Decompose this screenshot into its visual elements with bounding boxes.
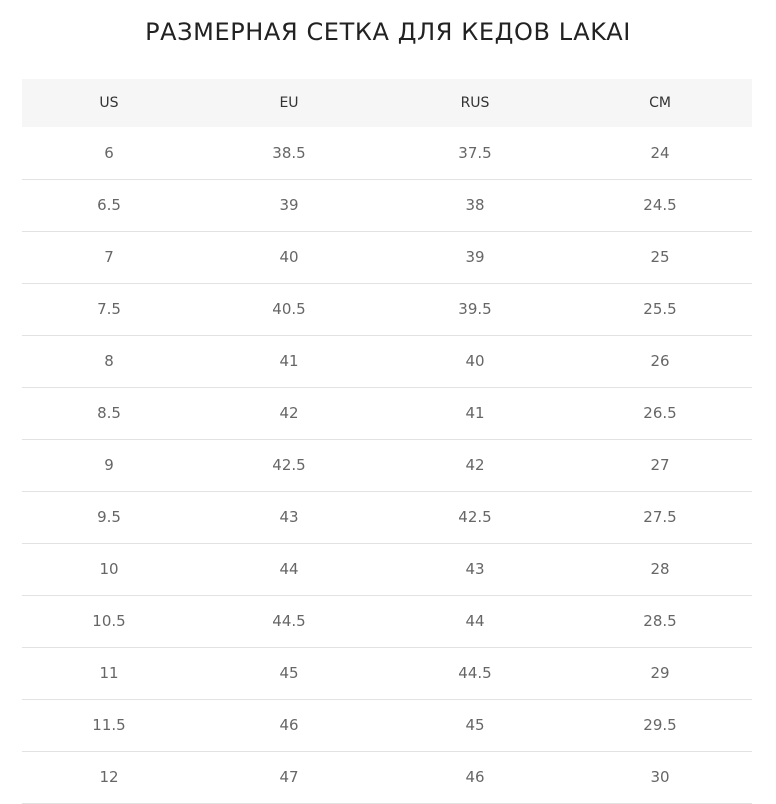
cell-eu: 42 xyxy=(279,404,299,422)
cell-rus: 42 xyxy=(465,456,485,474)
cell-cm: 24.5 xyxy=(643,196,677,214)
cell-rus: 38 xyxy=(465,196,485,214)
cell-us: 9.5 xyxy=(97,508,121,526)
cell-eu: 40.5 xyxy=(272,300,306,318)
cell-us: 12 xyxy=(99,768,119,786)
column-header-eu: EU xyxy=(279,95,299,111)
cell-us: 7 xyxy=(104,248,114,266)
cell-rus: 37.5 xyxy=(458,143,492,162)
cell-cm: 26.5 xyxy=(643,404,677,422)
cell-eu: 39 xyxy=(279,196,299,214)
cell-cm: 29.5 xyxy=(643,716,677,734)
cell-eu: 43 xyxy=(279,508,299,526)
cell-rus: 44 xyxy=(465,612,485,630)
cell-rus: 39 xyxy=(465,248,485,266)
cell-eu: 45 xyxy=(279,664,299,682)
table-row xyxy=(22,179,752,231)
cell-us: 9 xyxy=(104,456,114,474)
cell-cm: 28 xyxy=(650,560,670,578)
cell-rus: 43 xyxy=(465,560,485,578)
header-row xyxy=(22,79,752,127)
cell-rus: 45 xyxy=(465,716,485,734)
table-row xyxy=(22,491,752,543)
table-body xyxy=(22,127,752,803)
cell-cm: 25 xyxy=(650,248,670,266)
cell-eu: 44 xyxy=(279,560,299,578)
cell-us: 10.5 xyxy=(92,612,126,630)
page-title: РАЗМЕРНАЯ СЕТКА ДЛЯ КЕДОВ LAKAI xyxy=(145,18,631,46)
cell-us: 11.5 xyxy=(92,716,126,734)
cell-eu: 41 xyxy=(279,352,299,370)
cell-rus: 39.5 xyxy=(458,300,492,318)
size-chart-table xyxy=(22,79,752,804)
cell-eu: 40 xyxy=(279,248,299,266)
column-header-rus: RUS xyxy=(460,95,490,111)
cell-eu: 44.5 xyxy=(272,612,306,630)
table-row xyxy=(22,699,752,751)
table-row xyxy=(22,231,752,283)
table-row xyxy=(22,283,752,335)
column-header-cm: CM xyxy=(649,95,671,111)
table-row xyxy=(22,439,752,491)
table-row xyxy=(22,543,752,595)
cell-cm: 27.5 xyxy=(643,508,677,526)
cell-cm: 30 xyxy=(650,768,670,786)
cell-eu: 46 xyxy=(279,716,299,734)
cell-us: 11 xyxy=(99,664,119,682)
column-header-us: US xyxy=(99,95,119,111)
cell-rus: 42.5 xyxy=(458,508,492,526)
cell-cm: 24 xyxy=(650,143,670,162)
cell-eu: 42.5 xyxy=(272,456,306,474)
cell-rus: 40 xyxy=(465,352,485,370)
cell-cm: 26 xyxy=(650,352,670,370)
cell-us: 10 xyxy=(99,560,119,578)
cell-eu: 38.5 xyxy=(272,143,306,162)
cell-rus: 46 xyxy=(465,768,485,786)
table-header xyxy=(22,79,752,127)
cell-us: 8.5 xyxy=(97,404,121,422)
cell-rus: 41 xyxy=(465,404,485,422)
cell-eu: 47 xyxy=(279,768,299,786)
cell-cm: 25.5 xyxy=(643,300,677,318)
cell-cm: 28.5 xyxy=(643,612,677,630)
table-row xyxy=(22,127,752,179)
cell-cm: 27 xyxy=(650,456,670,474)
table-row xyxy=(22,595,752,647)
table-row xyxy=(22,387,752,439)
table-row xyxy=(22,647,752,699)
cell-rus: 44.5 xyxy=(458,664,492,682)
table-row xyxy=(22,751,752,803)
table-row xyxy=(22,335,752,387)
cell-us: 6.5 xyxy=(97,196,121,214)
cell-us: 7.5 xyxy=(97,300,121,318)
cell-us: 6 xyxy=(104,143,114,162)
cell-cm: 29 xyxy=(650,664,670,682)
cell-us: 8 xyxy=(104,352,114,370)
